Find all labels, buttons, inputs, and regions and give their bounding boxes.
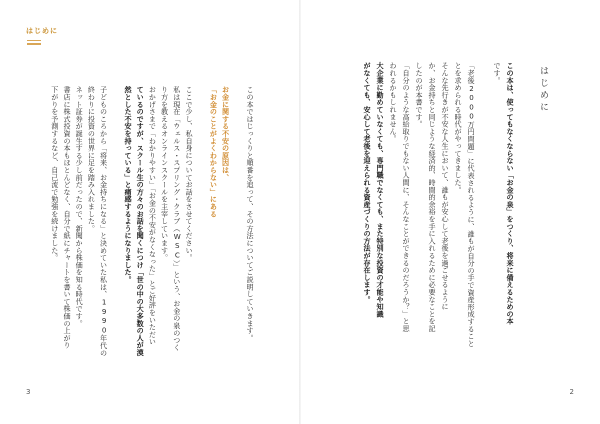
text-column: 私は現在「ウェルス・スプリング・クラブ（WSC）」という、お金の泉のつく	[172, 86, 182, 351]
wave-ornament-icon	[27, 40, 41, 48]
page-number-left: 3	[26, 388, 31, 396]
text-column: お金に関する不安の原因は、	[221, 86, 231, 181]
text-column: がなくても、安心して老後を迎えられる資産づくりの方法が存在します。	[363, 62, 372, 303]
text-column: したのが本書です。	[415, 62, 424, 128]
section-label: はじめに	[26, 27, 58, 35]
text-column: そんな先行きが不安な人生において、誰もが安心して老後を過ごせるように	[441, 62, 450, 311]
text-column: ネット証券が誕生する少し前だったので、新聞から株価を知る時代です。	[75, 86, 85, 327]
text-column: 書店に株式投資の本もほとんどなく、自分で紙にチャートを書いて株価の上がり	[63, 86, 72, 349]
text-column: この本は、使ってもなくならない「お金の泉」をつくり、将来に備えるための本	[506, 62, 515, 325]
text-column: おかげさまで「わかりやすい」「お金の不安がなくなった」とご好評をいただい	[148, 86, 158, 346]
chapter-title: はじめに	[538, 66, 548, 114]
text-column: です。	[493, 62, 502, 84]
text-column: り方を教えるオンラインスクールを主宰しています。	[160, 86, 170, 262]
text-column: 「老後2000万円問題」に代表されるように、誰もが自分の手で資産形成すること	[467, 62, 476, 347]
text-column: ているのですが、スクール生の方々のお話を聞くにつけ「世の中の大多数の人が漠	[136, 86, 146, 357]
text-column: か、お金持ちと同じような経済的、時間的余裕を手に入れるために必要なことを記	[428, 62, 437, 333]
text-column: この本ではじっくりと順番を追って、その方法についてご説明していきます。	[246, 86, 255, 342]
text-column: 子どものころから「将来、お金持ちになる」と決めていた私は、1990年代の	[99, 86, 109, 357]
text-column: とを求められる時代がやってきました。	[454, 62, 463, 194]
text-column: 大企業に勤めていなくても、専門職でなくても、また特別な投資の才能や知識	[376, 62, 385, 318]
text-column: 下がりを予測するなど、自己流で勉強を続けました。	[50, 86, 60, 262]
text-column: 「お金のことがよくわからない」にある	[209, 86, 219, 218]
text-column: 「自分のような高給取りでもない人間に、そんなことができるのだろうか？」と思	[402, 62, 411, 333]
text-column: 終わりに投資の世界に足を踏み入れました。	[87, 86, 97, 232]
page-gutter	[299, 0, 301, 424]
page-number-right: 2	[569, 388, 574, 396]
text-column: 然とした不安を持っている」と痛感するようになりました。	[124, 86, 133, 284]
text-column: ここで少し、私自身についてお話をさせてください。	[185, 86, 194, 262]
text-column: われるかもしれません。	[389, 62, 398, 143]
